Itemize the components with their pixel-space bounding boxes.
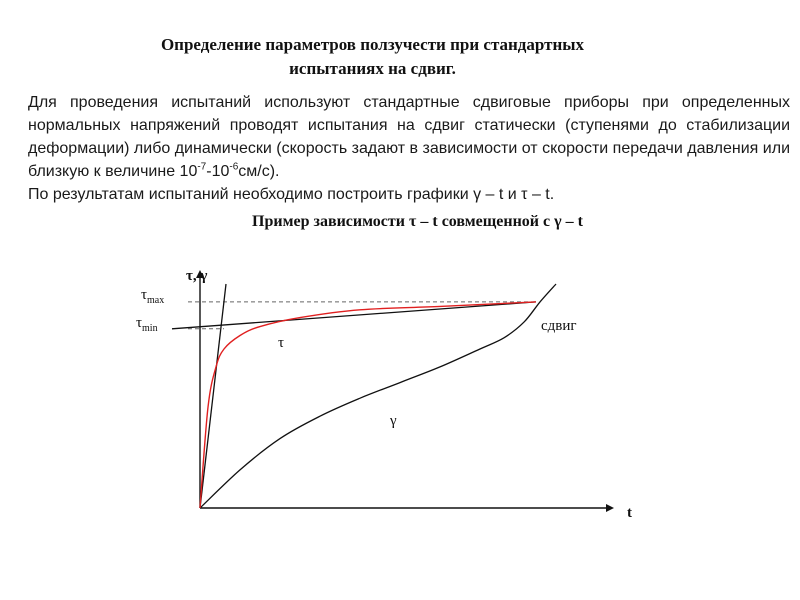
gamma-curve (200, 284, 556, 508)
gamma-curve-label: γ (390, 413, 397, 429)
tau-max-subscript: max (147, 295, 165, 306)
exponent-2: -6 (229, 161, 239, 173)
title-line-2: испытаниях на сдвиг. (289, 59, 456, 78)
tau-min-label (136, 315, 158, 334)
tau-curve (200, 302, 536, 508)
paragraph-second: По результатам испытаний необходимо построить графики γ – t и τ – t. (28, 186, 555, 203)
creep-line (172, 302, 536, 329)
shear-label: сдвиг (541, 318, 577, 334)
paragraph-unit: см/с). (238, 163, 280, 180)
tau-curve-label: τ (278, 335, 285, 351)
tau-min-symbol: τ (136, 315, 143, 331)
tau-max-symbol: τ (141, 287, 148, 303)
tau-min-subscript: min (142, 323, 158, 334)
chart-caption: Пример зависимости τ – t совмещенной с γ – t (252, 213, 583, 230)
y-axis-label: τ, γ (186, 268, 208, 284)
exponent-1: -7 (197, 161, 207, 173)
title-line-1: Определение параметров ползучести при стандартных (160, 35, 585, 54)
tangent-line (200, 284, 226, 508)
paragraph-text: Для проведения испытаний используют стандартные сдвиговые приборы при определенных нормальных напряжений проводят испытания на сдвиг статически (ступенями до стабилизации деформации) либо динамически (скорость задают в зависимости от скорости передачи давления или близкую к величине 10 (28, 94, 790, 180)
paragraph-range-mid: -10 (206, 163, 230, 180)
tau-max-label (141, 287, 164, 306)
x-axis-label: t (627, 505, 632, 521)
